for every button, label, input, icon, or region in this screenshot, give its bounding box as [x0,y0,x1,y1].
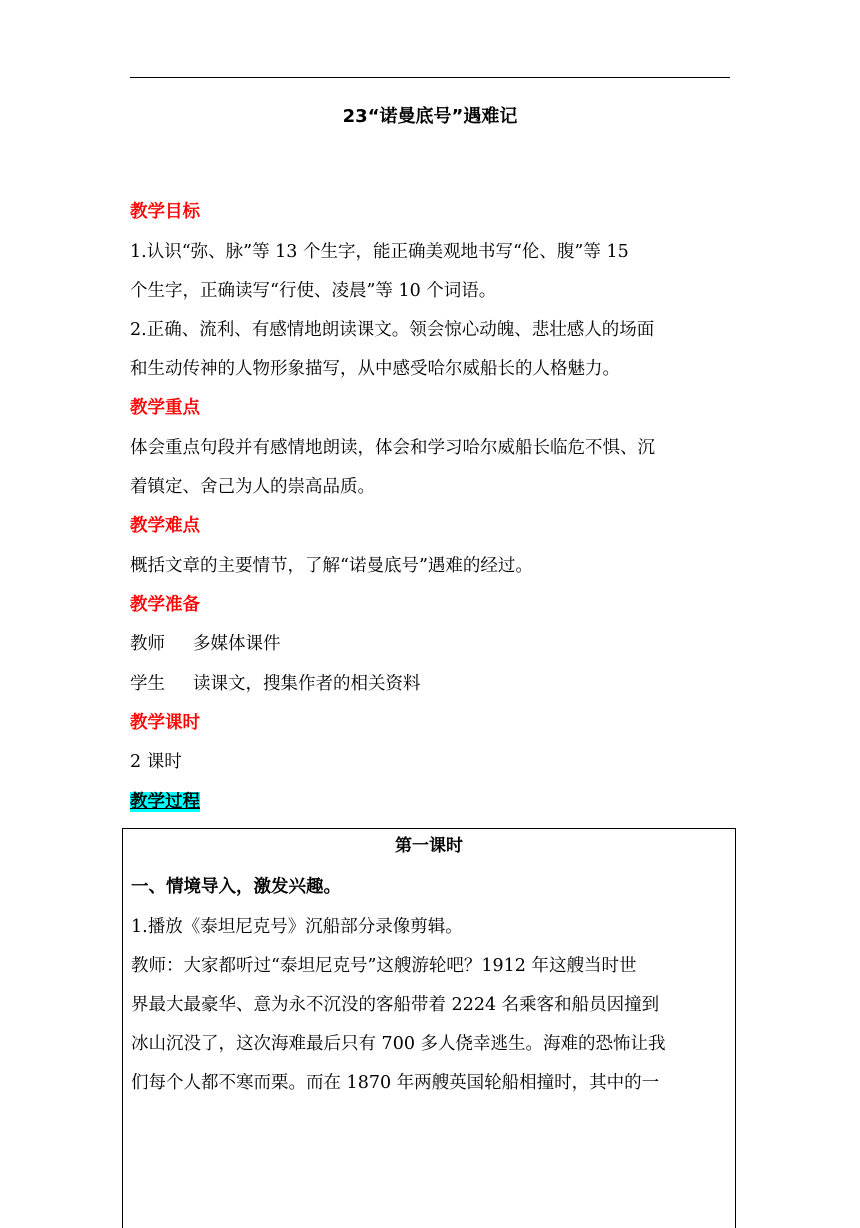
key-points-line: 体会重点句段并有感情地朗读，体会和学习哈尔威船长临危不惧、沉 [130,438,655,458]
goals-line: 和生动传神的人物形象描写，从中感受哈尔威船长的人格魅力。 [130,359,620,379]
heading-difficulties: 教学难点 [130,516,200,536]
heading-hours: 教学课时 [130,713,200,733]
heading-preparation: 教学准备 [130,595,200,615]
difficulties-line: 概括文章的主要情节，了解“诺曼底号”遇难的经过。 [130,556,533,576]
table-line: 冰山沉没了，这次海难最后只有 700 多人侥幸逃生。海难的恐怖让我 [131,1034,666,1054]
heading-goals: 教学目标 [130,202,200,222]
table-header: 第一课时 [395,836,463,856]
goals-line: 1.认识“弥、脉”等 13 个生字，能正确美观地书写“伦、腹”等 15 [130,242,629,262]
heading-process [130,788,200,816]
lesson-table [122,828,736,1228]
table-line: 教师：大家都听过“泰坦尼克号”这艘游轮吧？1912 年这艘当时世 [131,956,637,976]
process-highlight: 教学过程 [130,792,200,812]
header-rule [130,77,730,78]
teacher-label: 教师 [130,634,165,654]
table-line: 1.播放《泰坦尼克号》沉船部分录像剪辑。 [131,917,463,937]
table-line: 界最大最豪华、意为永不沉没的客船带着 2224 名乘客和船员因撞到 [131,995,660,1015]
step-title: 一、情境导入，激发兴趣。 [131,877,341,897]
goals-line: 个生字，正确读写“行使、凌晨”等 10 个词语。 [130,281,497,301]
key-points-line: 着镇定、舍己为人的崇高品质。 [130,477,375,497]
table-line: 们每个人都不寒而栗。而在 1870 年两艘英国轮船相撞时，其中的一 [131,1073,660,1093]
student-label: 学生 [130,674,165,694]
student-text: 读课文，搜集作者的相关资料 [193,674,421,694]
heading-key-points: 教学重点 [130,398,200,418]
teacher-text: 多媒体课件 [193,634,281,654]
preparation-student [130,670,732,698]
document-title: 23“诺曼底号”遇难记 [342,106,518,127]
hours-text: 2 课时 [130,752,182,772]
goals-line: 2.正确、流利、有感情地朗读课文。领会惊心动魄、悲壮感人的场面 [130,320,655,340]
preparation-teacher [130,630,732,658]
